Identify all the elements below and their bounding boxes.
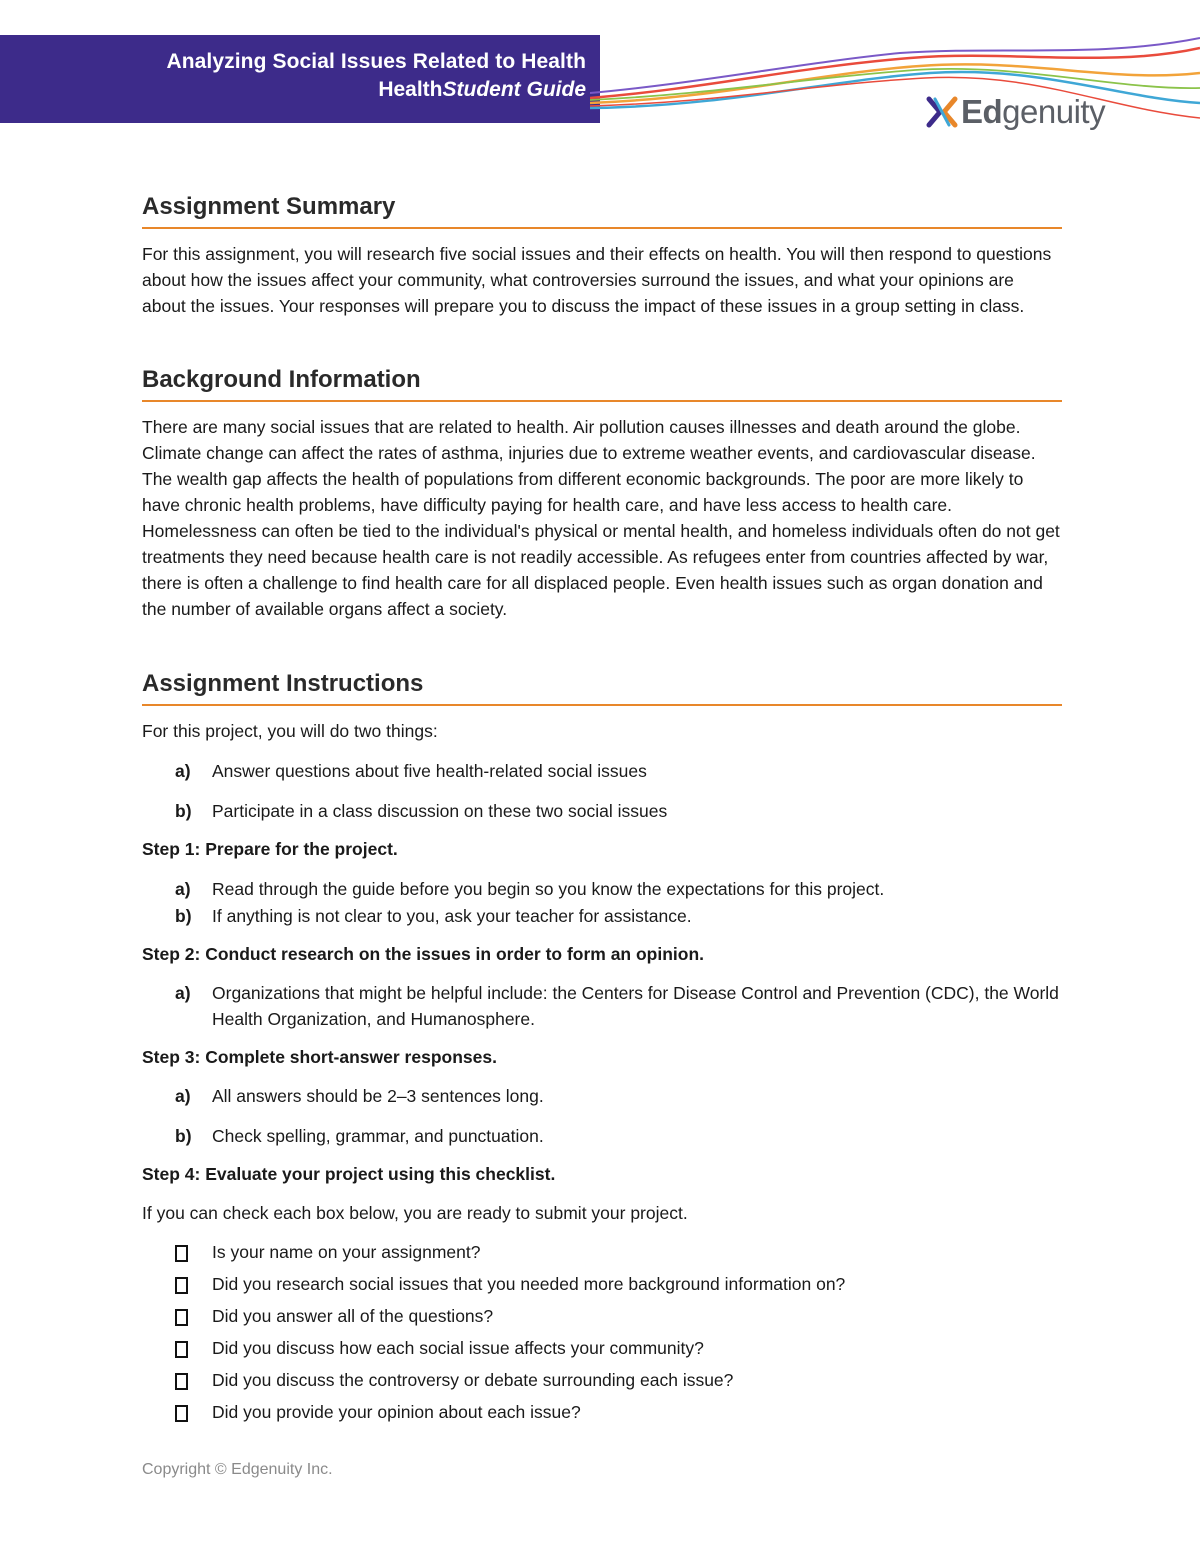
- checklist-intro: If you can check each box below, you are ready to submit your project.: [142, 1203, 688, 1223]
- edgenuity-logo: [925, 92, 1105, 132]
- checkbox[interactable]: [175, 1399, 212, 1429]
- checklist-text: Did you discuss how each social issue affects your community?: [212, 1338, 704, 1358]
- checklist-text: Did you answer all of the questions?: [212, 1306, 494, 1326]
- background-heading: Background Information: [142, 365, 1062, 402]
- list-text: If anything is not clear to you, ask your teacher for assistance.: [212, 906, 692, 926]
- checklist-text: Did you discuss the controversy or debate surrounding each issue?: [212, 1370, 734, 1390]
- list-item: [175, 798, 1062, 824]
- guide-title: Analyzing Social Issues Related to Health: [166, 50, 586, 73]
- document-body: [142, 192, 1062, 1429]
- checklist-item: [175, 1271, 1062, 1301]
- copyright-footer: Copyright © Edgenuity Inc.: [142, 1461, 333, 1478]
- step-3-label: Step 3: Complete short-answer responses.: [142, 1047, 497, 1067]
- checklist-item: [175, 1239, 1062, 1269]
- subtitle-italic: Student Guide: [442, 78, 586, 101]
- list-marker: a): [175, 761, 191, 781]
- list-text: Check spelling, grammar, and punctuation.: [212, 1126, 544, 1146]
- list-item: [175, 1083, 1062, 1109]
- background-text: There are many social issues that are related to health. Air pollution causes illnesses and death around the globe. Climate change can affect the rates of asthma, injuries due to extreme weather events, and cardiovascular disease. The wealth gap affects the health of populations from different economic backgrounds. The poor are more likely to have chronic health problems, have difficulty paying for health care, and have less access to health care. Homelessness can often be tied to the individual's physical or mental health, and homeless individuals often do not get treatments they need because health care is not readily accessible. As refugees enter from countries affected by war, there is often a challenge to find health care for all displaced people. Even health issues such as organ donation and the number of available organs affect a society.: [142, 417, 1060, 619]
- list-text: Read through the guide before you begin so you know the expectations for this project.: [212, 879, 885, 899]
- list-marker: b): [175, 1126, 192, 1146]
- guide-subtitle: [0, 76, 586, 104]
- checklist-text: Is your name on your assignment?: [212, 1242, 481, 1262]
- edgenuity-x-logo-icon: [925, 95, 959, 129]
- checkbox[interactable]: [175, 1239, 212, 1269]
- step-4-label: Step 4: Evaluate your project using this checklist.: [142, 1164, 556, 1184]
- list-item: [175, 980, 1062, 1032]
- list-item: [175, 758, 1062, 784]
- instructions-heading: Assignment Instructions: [142, 669, 1062, 706]
- list-marker: a): [175, 879, 191, 899]
- checklist-item: [175, 1399, 1062, 1429]
- list-text: Participate in a class discussion on these two social issues: [212, 801, 668, 821]
- list-marker: b): [175, 801, 192, 821]
- logo-wordmark: [961, 93, 1105, 131]
- checkbox[interactable]: [175, 1367, 212, 1397]
- checklist: [142, 1239, 1062, 1429]
- assignment-summary-text: For this assignment, you will research five social issues and their effects on health. You will then respond to questions about how the issues affect your community, what controversies surround the issues, and what your opinions are about the issues. Your responses will prepare you to discuss the impact of these issues in a group setting in class.: [142, 244, 1052, 316]
- instructions-section: [142, 669, 1062, 1429]
- list-marker: a): [175, 983, 191, 1003]
- step-1-label: Step 1: Prepare for the project.: [142, 839, 398, 859]
- instructions-intro: For this project, you will do two things:: [142, 721, 438, 741]
- checklist-item: [175, 1335, 1062, 1365]
- checkbox[interactable]: [175, 1335, 212, 1365]
- list-text: All answers should be 2–3 sentences long.: [212, 1086, 544, 1106]
- checkbox[interactable]: [175, 1271, 212, 1301]
- header-band: [0, 35, 600, 123]
- background-section: [142, 365, 1062, 622]
- list-item: [175, 876, 1062, 902]
- checklist-text: Did you research social issues that you needed more background information on?: [212, 1274, 846, 1294]
- subtitle-prefix: Health: [378, 78, 443, 101]
- checklist-text: Did you provide your opinion about each issue?: [212, 1402, 581, 1422]
- logo-wordmark-light: genuity: [1002, 93, 1106, 130]
- list-marker: a): [175, 1086, 191, 1106]
- checkbox[interactable]: [175, 1303, 212, 1333]
- logo-wordmark-bold: Ed: [961, 93, 1003, 130]
- decorative-waves: [590, 28, 1200, 138]
- assignment-summary-section: [142, 192, 1062, 319]
- list-text: Organizations that might be helpful include: the Centers for Disease Control and Prevention (CDC), the World Health Organization, and Humanosphere.: [212, 983, 1059, 1029]
- list-item: [175, 1123, 1062, 1149]
- checklist-item: [175, 1367, 1062, 1397]
- list-item: [175, 903, 1062, 929]
- checklist-item: [175, 1303, 1062, 1333]
- step-2-label: Step 2: Conduct research on the issues in order to form an opinion.: [142, 944, 705, 964]
- list-text: Answer questions about five health-related social issues: [212, 761, 647, 781]
- list-marker: b): [175, 906, 192, 926]
- assignment-summary-heading: Assignment Summary: [142, 192, 1062, 229]
